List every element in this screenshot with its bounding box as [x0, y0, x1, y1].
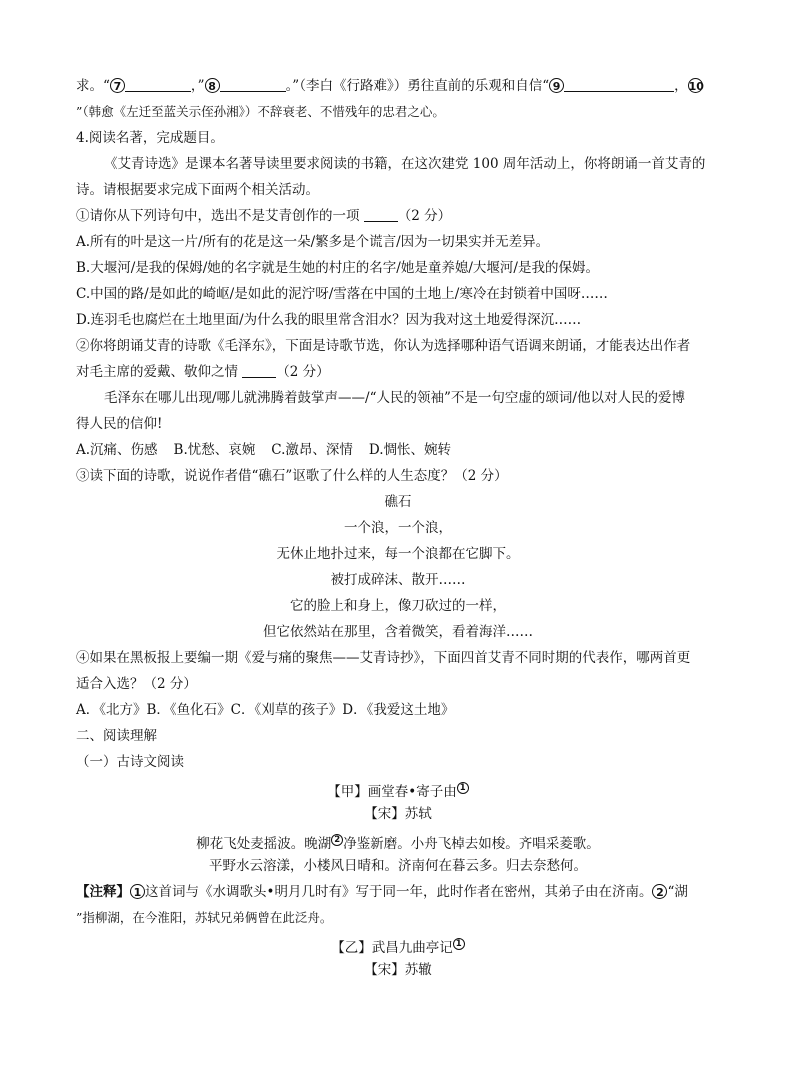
exam-page	[76, 73, 720, 983]
poem-line: 无休止地扑过来，每一个浪都在它脚下。	[276, 546, 520, 562]
subsection-heading: （一）古诗文阅读	[76, 754, 184, 770]
text: ，	[674, 78, 688, 94]
text: 净鉴新磨。小舟飞棹去如梭。齐唱采菱歌。	[343, 836, 600, 852]
circled-number-1: 1	[130, 884, 145, 899]
option-a: A.沉痛、伤感	[76, 442, 158, 458]
section-heading: 二、阅读理解	[76, 728, 157, 744]
text: 【乙】武昌九曲亭记	[331, 940, 453, 956]
option-a: A.所有的叶是这一片/所有的花是这一朵/繁多是个谎言/因为一切果实并无差异。	[76, 234, 550, 250]
poem-title: 礁石	[384, 494, 412, 510]
sub-question-2-cont	[76, 359, 720, 385]
option-b: B.忧愁、哀婉	[173, 442, 256, 458]
poem-excerpt-line: 毛泽东在哪儿出现/哪儿就沸腾着鼓掌声——/“人民的领袖”不是一句空虚的颂词/他以对人民的爱博	[104, 390, 685, 406]
text: 对毛主席的爱戴、敬仰之情	[76, 364, 238, 380]
poem-line: 但它依然站在那里，含着微笑，看着海洋……	[263, 624, 533, 640]
score: （2 分）	[276, 364, 330, 380]
circled-number-8: 8	[205, 78, 220, 93]
circled-number-10: 10	[688, 80, 704, 93]
answer-blank-7[interactable]	[125, 77, 191, 92]
annotation-line-1	[76, 879, 720, 905]
sub-question-4-options: A．《北方》B．《鱼化石》C．《刈草的孩子》D．《我爱这土地》	[76, 702, 455, 718]
circled-number-1: 1	[457, 782, 469, 794]
answer-blank-9[interactable]	[564, 77, 674, 92]
circled-number-1: 1	[453, 938, 465, 950]
jia-author: 【宋】苏轼	[364, 806, 432, 822]
text: 求。“	[76, 78, 110, 94]
note-marker	[457, 782, 469, 793]
text: “湖	[667, 884, 688, 900]
option-c: C.中国的路/是如此的崎岖/是如此的泥泞呀/雪落在中国的土地上/寒冷在封锁着中国呀……	[76, 286, 608, 302]
paragraph-line: 《艾青诗选》是课本名著导读里要求阅读的书籍，在这次建党 100 周年活动上，你将朗诵一首艾青的	[104, 156, 706, 172]
circled-number-7: 7	[110, 78, 125, 93]
note-marker	[331, 834, 343, 845]
answer-blank-8[interactable]	[220, 77, 286, 92]
answer-blank[interactable]	[242, 363, 276, 378]
jia-verse-2: 平野水云溶漾，小楼风日晴和。济南何在暮云多。归去奈愁何。	[209, 858, 587, 874]
fill-blank-line-2: ”（韩愈《左迁至蓝关示侄孙湘》）不辞衰老、不惜残年的忠君之心。	[76, 104, 445, 119]
option-d: D.连羽毛也腐烂在土地里面/为什么我的眼里常含泪水？因为我对这土地爱得深沉……	[76, 312, 582, 328]
text: 。”（李白《行路难》）勇往直前的乐观和自信“	[285, 78, 550, 94]
circled-number-9: 9	[549, 78, 564, 93]
poem-line: 被打成碎沫、散开……	[330, 572, 466, 588]
sub-question-3: ③读下面的诗歌，说说作者借“礁石”讴歌了什么样的人生态度？（2 分）	[76, 468, 508, 484]
sub-question-2: ②你将朗诵艾青的诗歌《毛泽东》，下面是诗歌节选，你认为选择哪种语气语调来朗诵，才能表达出作者	[76, 338, 691, 354]
poem-line: 一个浪，一个浪，	[344, 520, 452, 536]
text: 这首词与《水调歌头•明月几时有》写于同一年，此时作者在密州，其弟子由在济南。	[145, 884, 653, 900]
yi-author: 【宋】苏辙	[364, 962, 432, 978]
circled-number-2: 2	[652, 884, 667, 899]
option-c: C.激昂、深情	[271, 442, 353, 458]
answer-blank[interactable]	[364, 207, 398, 222]
note-marker	[453, 938, 465, 949]
text: ①请你从下列诗句中，选出不是艾青创作的一项	[76, 208, 360, 224]
sub-question-4: ④如果在黑板报上要编一期《爱与痛的聚焦——艾青诗抄》，下面四首艾青不同时期的代表作，哪两首更	[76, 650, 691, 666]
option-d: D.惆怅、婉转	[368, 442, 452, 458]
poem-line: 它的脸上和身上，像刀砍过的一样，	[290, 598, 506, 614]
circled-number-2: 2	[331, 834, 343, 846]
jia-verse-1	[76, 827, 720, 853]
option-b: B.大堰河/是我的保姆/她的名字就是生她的村庄的名字/她是童养媳/大堰河/是我的保姆。	[76, 260, 599, 276]
score: （2 分）	[397, 208, 452, 224]
sub-question-1	[76, 203, 720, 229]
paragraph-line: 诗。请根据要求完成下面两个相关活动。	[76, 182, 319, 198]
annotation-line-2: ”指柳湖，在今淮阳，苏轼兄弟俩曾在此泛舟。	[76, 910, 333, 925]
text: 柳花飞处麦摇波。晚湖	[196, 836, 332, 852]
text: ，”	[190, 78, 205, 94]
jia-title	[76, 775, 720, 801]
poem-excerpt-line: 得人民的信仰!	[76, 416, 163, 432]
yi-title	[76, 931, 720, 957]
fill-blank-line-1	[76, 73, 720, 99]
text: 【甲】画堂春•寄子由	[327, 784, 457, 800]
annotation-label: 【注释】	[76, 884, 130, 900]
sub-question-4-cont: 适合入选？（2 分）	[76, 676, 197, 692]
question-4-heading: 4.阅读名著，完成题目。	[76, 130, 224, 146]
tone-options	[76, 437, 720, 463]
